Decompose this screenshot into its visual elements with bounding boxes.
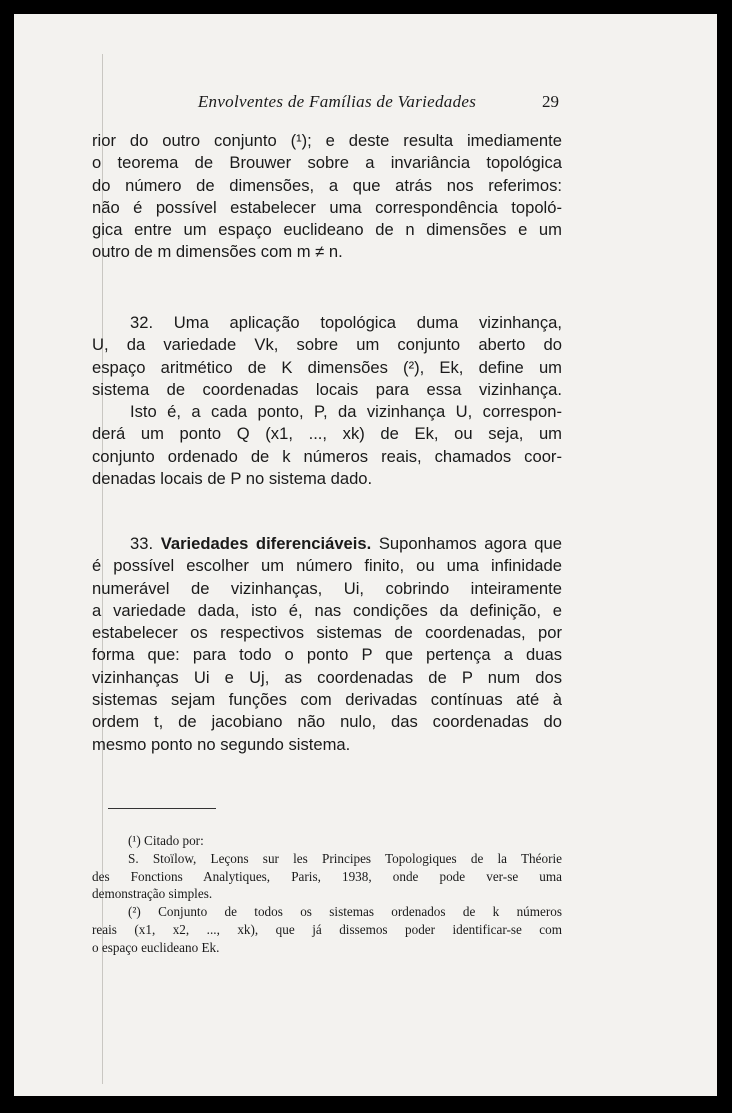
text-line: denadas locais de P no sistema dado. bbox=[92, 469, 373, 489]
text-line: numerável de vizinhanças, Ui, cobrindo inteiramente bbox=[92, 578, 562, 598]
text-line: U, da variedade Vk, sobre um conjunto aberto do bbox=[92, 335, 562, 355]
paragraph-32 bbox=[92, 312, 562, 490]
text-line: estabelecer os respectivos sistemas de coordenadas, por bbox=[92, 623, 562, 643]
text-line: conjunto ordenado de k números reais, chamados coor- bbox=[92, 446, 562, 466]
footnote-line: (¹) Citado por: bbox=[128, 833, 204, 848]
footnote-line: demonstração simples. bbox=[92, 886, 213, 902]
running-title: Envolventes de Famílias de Variedades bbox=[197, 92, 477, 111]
text-line: é possível escolher um número finito, ou uma infinidade bbox=[92, 556, 562, 576]
paragraph-33 bbox=[92, 533, 562, 756]
text-line: sistemas sejam funções com derivadas contínuas até à bbox=[92, 690, 562, 710]
text-line: do número de dimensões, a que atrás nos referimos: bbox=[92, 175, 562, 195]
text-line: ordem t, de jacobiano não nulo, das coordenadas do bbox=[92, 712, 562, 732]
footnote-line: reais (x1, x2, ..., xk), que já dissemos poder identificar-se com bbox=[92, 921, 562, 937]
page-number: 29 bbox=[542, 92, 559, 111]
page-header bbox=[14, 92, 717, 114]
section-heading: Variedades diferenciáveis. bbox=[160, 534, 372, 553]
text-line: outro de m dimensões com m ≠ n. bbox=[92, 242, 343, 262]
section-number: 33. bbox=[130, 534, 154, 553]
paragraph-1 bbox=[92, 130, 562, 264]
footnote-line: o espaço euclideano Ek. bbox=[92, 939, 220, 955]
footnote-line: S. Stoïlow, Leçons sur les Principes Topologiques de la Théorie bbox=[128, 850, 562, 866]
text-line: derá um ponto Q (x1, ..., xk) de Ek, ou seja, um bbox=[92, 424, 562, 444]
text-line: espaço aritmético de K dimensões (²), Ek, define um bbox=[92, 357, 562, 377]
text-line: gica entre um espaço euclideano de n dimensões e um bbox=[92, 220, 562, 240]
footnote-line: (²) Conjunto de todos os sistemas ordenados de k números bbox=[128, 904, 562, 920]
heading-continuation: Suponhamos agora que bbox=[378, 534, 562, 553]
section-heading-line bbox=[92, 533, 562, 555]
text-line: sistema de coordenadas locais para essa vizinhança. bbox=[92, 379, 562, 399]
text-line: a variedade dada, isto é, nas condições da definição, e bbox=[92, 600, 562, 620]
text-line: rior do outro conjunto (¹); e deste resulta imediamente bbox=[92, 131, 562, 150]
footnotes bbox=[92, 832, 562, 957]
book-page bbox=[14, 14, 717, 1096]
text-line: mesmo ponto no segundo sistema. bbox=[92, 734, 351, 754]
text-line: não é possível estabelecer uma correspondência topoló- bbox=[92, 197, 562, 217]
footnote-rule bbox=[108, 808, 216, 809]
text-line: Isto é, a cada ponto, P, da vizinhança U, correspon- bbox=[130, 402, 562, 422]
text-line: 32. Uma aplicação topológica duma vizinhança, bbox=[130, 313, 562, 332]
footnote-line: des Fonctions Analytiques, Paris, 1938, onde pode ver-se uma bbox=[92, 868, 562, 884]
text-line: forma que: para todo o ponto P que pertença a duas bbox=[92, 645, 562, 665]
text-line: o teorema de Brouwer sobre a invariância topológica bbox=[92, 153, 562, 173]
text-line: vizinhanças Ui e Uj, as coordenadas de P num dos bbox=[92, 667, 562, 687]
